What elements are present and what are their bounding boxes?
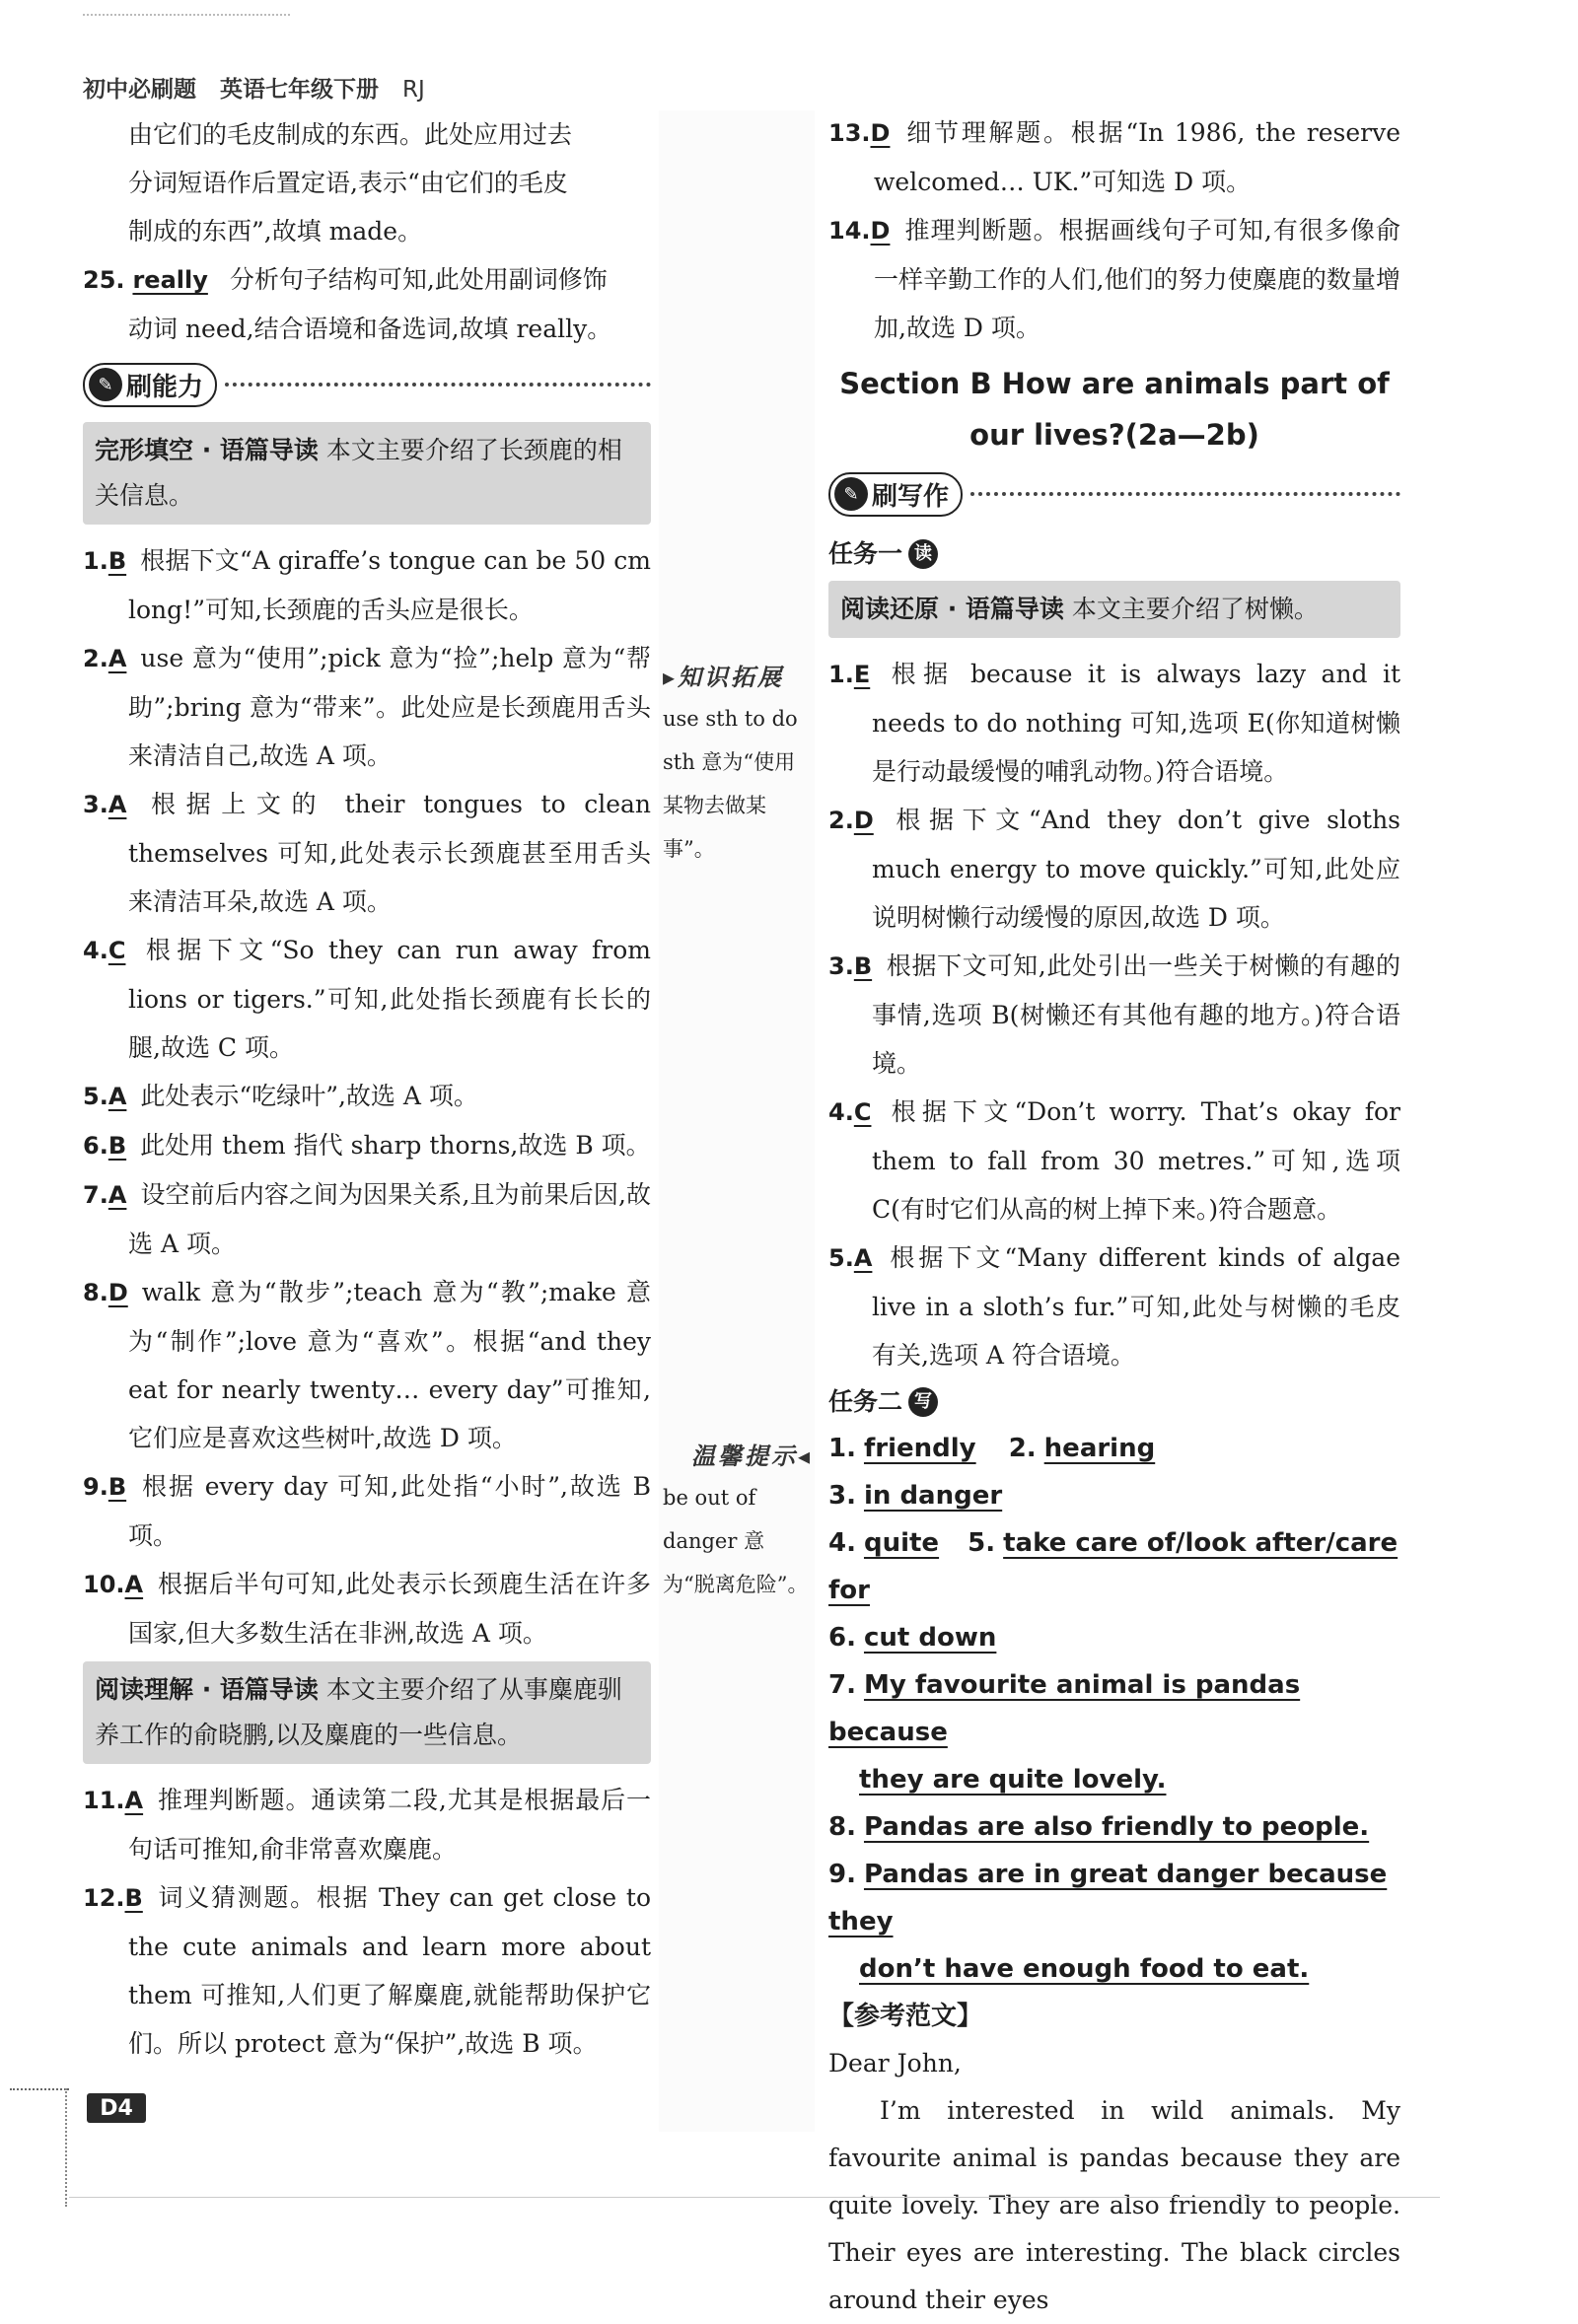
item-number: 6. <box>828 1623 856 1653</box>
item-explanation: 根据下文“And they don’t give sloths much energy to move quickly.”可知,此处应说明树懒行动缓慢的原因,故选 D 项。 <box>872 806 1400 932</box>
writing-answer-row <box>828 1803 1400 1851</box>
footer-guide <box>65 2088 67 2207</box>
restore-item <box>828 650 1400 796</box>
task-1-label: 任务一 <box>828 539 903 568</box>
item-explanation: 词义猜测题。根据 They can get close to the cute animals and learn more about them 可推知,人们更了解麋鹿,就能帮助保护它们。所以 protect 意为“保护”,故选 B 项。 <box>128 1883 651 2058</box>
item-number: 14. <box>828 217 871 245</box>
item-answer: A <box>108 645 127 672</box>
writing-answer-row <box>828 1472 1400 1519</box>
item-answer: cut down <box>863 1623 997 1653</box>
item-answer: B <box>108 1132 127 1160</box>
item-answer: A <box>124 1571 144 1598</box>
item-answer: Pandas are also friendly to people. <box>863 1812 1370 1842</box>
item-answer: quite <box>863 1528 940 1558</box>
restore-item <box>828 1233 1400 1379</box>
item-explanation: 根据下文“So they can run away from lions or tigers.”可知,此处指长颈鹿有长长的腿,故选 C 项。 <box>128 936 651 1062</box>
continued-line-1: 由它们的毛皮制成的东西。此处应用过去 <box>128 120 573 149</box>
book-title: 初中必刷题 <box>83 77 196 103</box>
restore-item <box>828 942 1400 1088</box>
task-2-label: 任务二 <box>828 1387 903 1416</box>
subject-title: 英语七年级下册 <box>220 77 380 103</box>
item-answer: A <box>108 1083 127 1110</box>
item-number: 10. <box>83 1571 125 1598</box>
item-answer: My favourite animal is pandas because <box>828 1670 1301 1747</box>
writing-answer-row <box>828 1851 1400 1945</box>
item-number: 3. <box>828 1481 856 1511</box>
reading-item <box>828 206 1400 352</box>
item-number: 2. <box>1008 1434 1037 1463</box>
writing-section-header <box>828 466 1400 522</box>
restore-item <box>828 796 1400 942</box>
item-explanation: 根据下文“A giraffe’s tongue can be 50 cm long!”可知,长颈鹿的舌头应是很长。 <box>128 546 651 624</box>
item-number: 8. <box>83 1279 108 1306</box>
item-answer: friendly <box>863 1434 976 1463</box>
item-answer: hearing <box>1043 1434 1156 1463</box>
item-answer: Pandas are in great danger because they <box>828 1860 1388 1937</box>
item-number: 7. <box>83 1181 108 1209</box>
q25-number: 25. <box>83 266 125 294</box>
item-answer: B <box>124 1884 143 1912</box>
item-explanation: 根据 because it is always lazy and it needs to do nothing 可知,选项 E(你知道树懒是行动最缓慢的哺乳动物。)符合语境。 <box>872 660 1400 786</box>
edition: RJ <box>402 77 425 103</box>
q25-explanation-1: 分析句子结构可知,此处用副词修饰 <box>229 265 608 294</box>
item-number: 11. <box>83 1787 125 1814</box>
task-1-heading <box>828 531 1400 577</box>
tip-knowledge-title: ▸知识拓展 <box>663 663 785 691</box>
tip-knowledge-title-text: 知识拓展 <box>678 663 785 691</box>
section-b-title-line-2: our lives?(2a—2b) <box>969 418 1259 452</box>
item-answer: take care of/look after/care for <box>828 1528 1399 1605</box>
item-answer: D <box>870 119 891 147</box>
item-number: 1. <box>83 547 108 575</box>
item-explanation: 此处用 them 指代 sharp thorns,故选 B 项。 <box>140 1131 651 1160</box>
model-essay-body: I’m interested in wild animals. My favourite animal is pandas because they are quite lovely. They are also friendly to people. Their eyes are interesting. The black circles around their eyes <box>828 2096 1400 2314</box>
item-explanation: 根据下文“Many different kinds of algae live in a sloth’s fur.”可知,此处与树懒的毛皮有关,选项 A 符合语境。 <box>872 1243 1400 1370</box>
dotted-divider <box>970 492 1400 496</box>
cloze-guide-text: 本文主要介绍了长颈鹿的相关信息。 <box>95 436 622 510</box>
restore-guide-text: 本文主要介绍了树懒。 <box>1071 595 1319 623</box>
cloze-item <box>83 1170 651 1268</box>
item-answer: C <box>853 1098 872 1126</box>
reading-item <box>828 108 1400 206</box>
restore-guide-tag: 阅读还原 · 语篇导读 <box>840 595 1064 623</box>
section-b-title <box>828 358 1400 460</box>
reading-guide-text: 本文主要介绍了从事麋鹿驯养工作的俞晓鹏,以及麋鹿的一些信息。 <box>95 1675 622 1749</box>
right-column <box>828 108 1400 2324</box>
item-number: 2. <box>828 807 854 834</box>
cloze-item <box>83 1121 651 1170</box>
item-answer: B <box>108 1473 127 1501</box>
item-explanation: 设空前后内容之间为因果关系,且为前果后因,故选 A 项。 <box>128 1180 651 1258</box>
page-number: D4 <box>87 2093 146 2123</box>
page-header <box>83 71 441 104</box>
item-explanation: 根据下文可知,此处引出一些关于树懒的有趣的事情,选项 B(树懒还有其他有趣的地方。)符合语境。 <box>872 951 1400 1078</box>
writing-answer-row <box>828 1661 1400 1756</box>
tip-reminder-title: 温馨提示◂ <box>690 1442 813 1470</box>
item-explanation: 细节理解题。根据“In 1986, the reserve welcomed… UK.”可知选 D 项。 <box>874 118 1400 196</box>
item-explanation: 此处表示“吃绿叶”,故选 A 项。 <box>140 1082 478 1110</box>
item-answer: B <box>108 547 127 575</box>
q25-answer: really <box>132 266 208 294</box>
item-number: 3. <box>83 791 108 818</box>
cloze-item <box>83 536 651 634</box>
item-number: 8. <box>828 1812 856 1842</box>
cloze-item <box>83 1072 651 1121</box>
writing-answers <box>828 1425 1400 1993</box>
item-number: 1. <box>828 1434 856 1463</box>
item-number: 4. <box>83 937 108 964</box>
restore-item <box>828 1088 1400 1233</box>
write-icon: 写 <box>908 1387 938 1417</box>
item-explanation: 根据上文的 their tongues to clean themselves 可知,此处表示长颈鹿甚至用舌头来清洁耳朵,故选 A 项。 <box>128 790 651 916</box>
tip-knowledge <box>663 658 813 871</box>
reading-guide <box>83 1661 651 1764</box>
tip-knowledge-body: use sth to do sth 意为“使用某物去做某事”。 <box>663 707 798 861</box>
q25-explanation-2: 动词 need,结合语境和备选词,故填 really。 <box>128 315 612 343</box>
item-answer: A <box>108 1181 127 1209</box>
item-answer: B <box>853 952 873 980</box>
tip-reminder <box>663 1437 813 1606</box>
top-rule <box>83 14 290 16</box>
reading-guide-tag: 阅读理解 · 语篇导读 <box>95 1675 319 1704</box>
q25 <box>83 255 651 305</box>
item-explanation: 根据后半句可知,此处表示长颈鹿生活在许多国家,但大多数生活在非洲,故选 A 项。 <box>128 1570 651 1648</box>
writing-answer-row <box>828 1519 1400 1614</box>
cloze-item <box>83 634 651 780</box>
cloze-item <box>83 1462 651 1560</box>
ability-badge <box>83 363 217 407</box>
footer-dots <box>10 2088 69 2090</box>
writing-answer-row <box>828 1614 1400 1661</box>
continued-line-2: 分词短语作后置定语,表示“由它们的毛皮 <box>128 169 568 197</box>
writing-answer-row <box>828 1425 1400 1472</box>
item-explanation: use 意为“使用”;pick 意为“捡”;help 意为“帮助”;bring 意为“带来”。此处应是长颈鹿用舌头来清洁自己,故选 A 项。 <box>128 644 651 770</box>
item-number: 3. <box>828 952 854 980</box>
item-answer: C <box>108 937 126 964</box>
tip-reminder-title-text: 温馨提示 <box>690 1442 798 1470</box>
item-answer: they are quite lovely. <box>859 1765 1167 1795</box>
item-answer: don’t have enough food to eat. <box>859 1954 1310 1984</box>
restore-answers <box>828 650 1400 1379</box>
restore-guide <box>828 581 1400 638</box>
item-number: 4. <box>828 1528 856 1558</box>
model-essay-label: 【参考范文】 <box>828 2002 983 2031</box>
cloze-item <box>83 780 651 926</box>
dotted-divider <box>225 383 651 387</box>
model-essay-greeting: Dear John, <box>828 2049 962 2078</box>
pen-icon: ✎ <box>834 477 868 511</box>
item-answer: D <box>870 217 891 245</box>
item-number: 4. <box>828 1098 854 1126</box>
cloze-guide <box>83 422 651 525</box>
writing-label: 刷写作 <box>872 481 950 512</box>
writing-badge <box>828 472 963 517</box>
item-number: 5. <box>828 1244 854 1272</box>
continued-line-3: 制成的东西”,故填 made。 <box>128 217 423 246</box>
item-number: 7. <box>828 1670 856 1700</box>
item-number: 6. <box>83 1132 108 1160</box>
item-number: 12. <box>83 1884 125 1912</box>
ability-section-header <box>83 357 651 412</box>
ability-label: 刷能力 <box>126 372 204 402</box>
item-answer: D <box>108 1279 128 1306</box>
item-number: 9. <box>828 1860 856 1889</box>
task-2-heading <box>828 1379 1400 1425</box>
cloze-guide-tag: 完形填空 · 语篇导读 <box>95 436 319 464</box>
item-answer: D <box>853 807 874 834</box>
item-number: 9. <box>83 1473 108 1501</box>
item-answer: E <box>853 661 871 688</box>
reading-answers <box>83 1776 651 2068</box>
writing-answer-row <box>828 1756 1400 1803</box>
item-number: 2. <box>83 645 108 672</box>
reading-item <box>83 1873 651 2068</box>
reading-item <box>83 1776 651 1873</box>
cloze-item <box>83 1560 651 1657</box>
read-icon: 读 <box>908 539 938 569</box>
section-b-title-line-1: Section B How are animals part of <box>839 367 1390 400</box>
item-explanation: 推理判断题。通读第二段,尤其是根据最后一句话可推知,俞非常喜欢麋鹿。 <box>128 1786 651 1864</box>
item-explanation: walk 意为“散步”;teach 意为“教”;make 意为“制作”;love 意为“喜欢”。根据“and they eat for nearly twenty… every day”可推知,它们应是喜欢这些树叶,故选 D 项。 <box>128 1278 651 1452</box>
item-answer: A <box>124 1787 144 1814</box>
item-explanation: 根据下文“Don’t worry. That’s okay for them to fall from 30 metres.”可知,选项 C(有时它们从高的树上掉下来。)符合题意。 <box>872 1097 1400 1224</box>
cloze-answers <box>83 536 651 1657</box>
item-explanation: 根据 every day 可知,此处指“小时”,故选 B 项。 <box>128 1472 651 1550</box>
item-number: 1. <box>828 661 854 688</box>
item-answer: A <box>108 791 127 818</box>
side-band <box>659 110 815 2132</box>
item-answer: in danger <box>863 1481 1003 1511</box>
item-number: 13. <box>828 119 871 147</box>
item-explanation: 推理判断题。根据画线句子可知,有很多像俞一样辛勤工作的人们,他们的努力使麋鹿的数量增加,故选 D 项。 <box>874 216 1400 342</box>
pen-icon: ✎ <box>89 368 122 401</box>
writing-answer-row <box>828 1945 1400 1993</box>
cloze-item <box>83 1268 651 1462</box>
item-number: 5. <box>83 1083 108 1110</box>
item-number: 5. <box>968 1528 996 1558</box>
cloze-item <box>83 926 651 1072</box>
item-answer: A <box>853 1244 873 1272</box>
bottom-rule <box>69 2197 1440 2198</box>
tip-reminder-body: be out of danger 意为“脱离危险”。 <box>663 1486 809 1596</box>
left-column <box>83 110 651 2068</box>
